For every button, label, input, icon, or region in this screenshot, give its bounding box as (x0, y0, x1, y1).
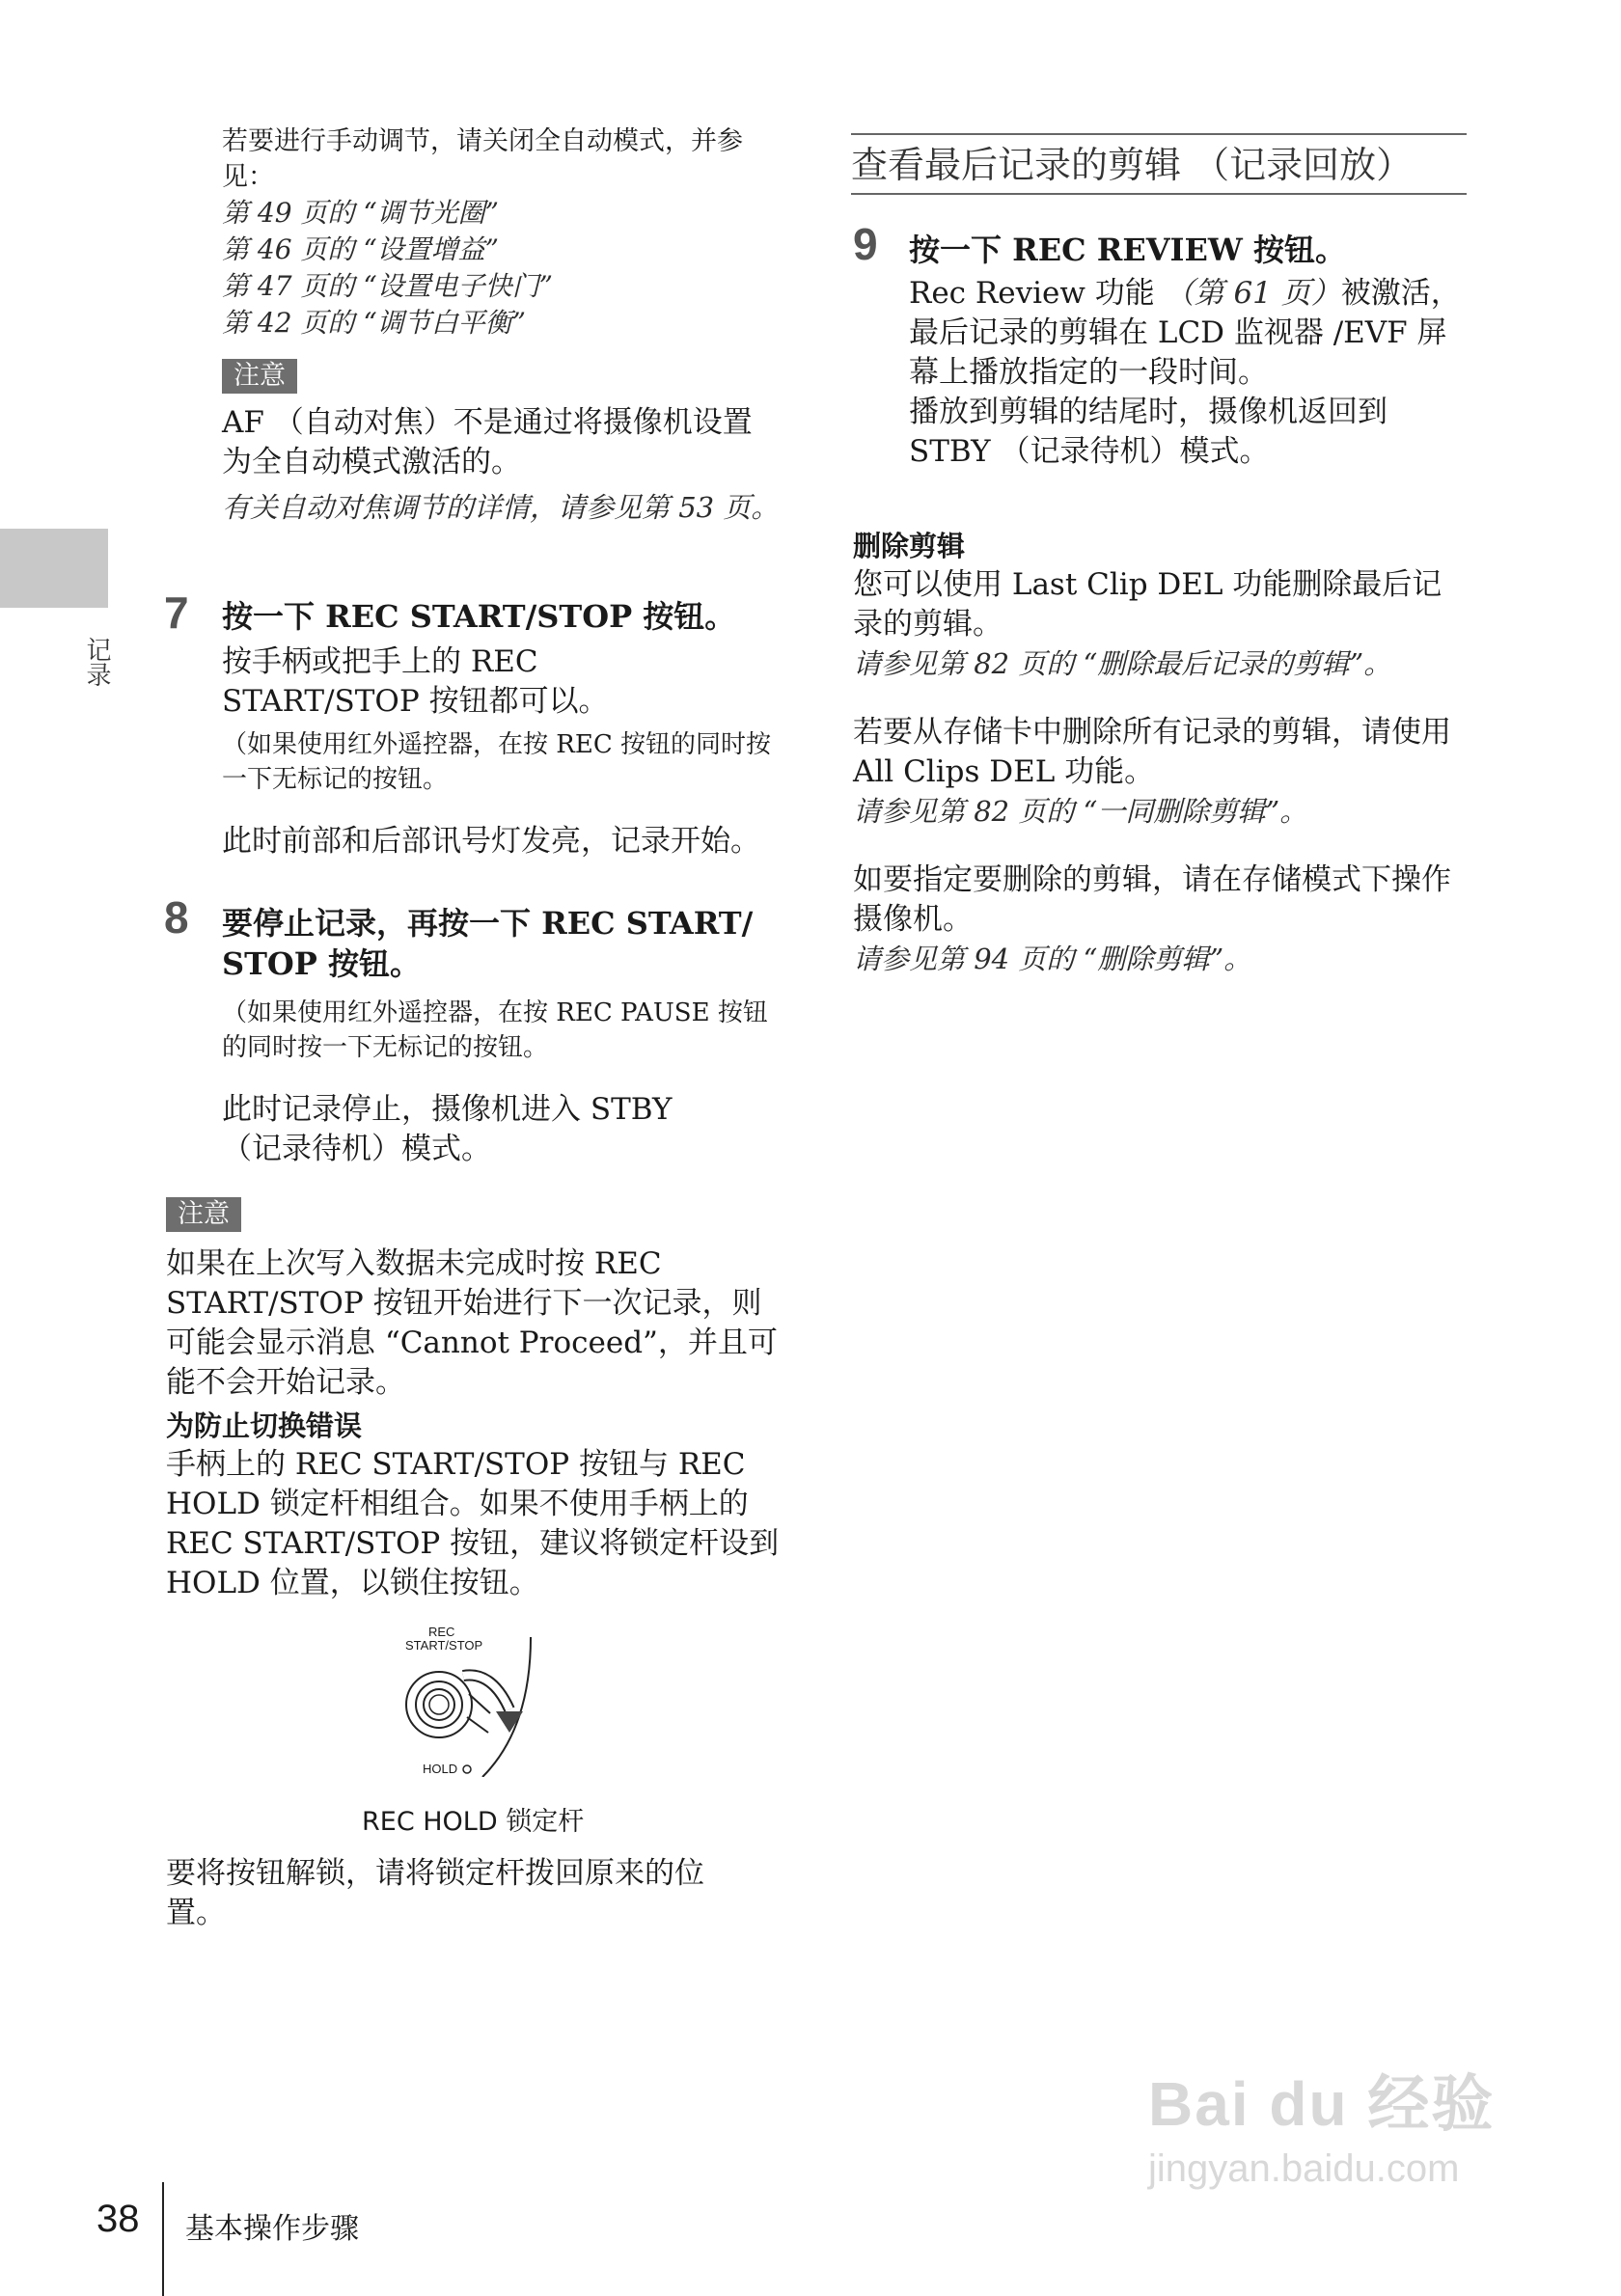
note-label: 注意 (166, 1197, 241, 1232)
note2-text: 如果在上次写入数据未完成时按 REC START/STOP 按钮开始进行下一次记录，则可能会显示消息 “Cannot Proceed”，并且可能不会开始记录。 (166, 1246, 778, 1400)
step-8-result: 此时记录停止，摄像机进入 STBY （记录待机）模式。 (222, 1092, 673, 1166)
intro-ref-1[interactable]: 第 49 页的 “调节光圈” (222, 197, 499, 229)
figure-caption: REC HOLD 锁定杆 (362, 1807, 585, 1837)
footer-divider (162, 2182, 164, 2296)
side-tab (0, 529, 108, 608)
note1-block (222, 403, 782, 528)
delete-heading: 删除剪辑 (853, 530, 966, 562)
page-number: 38 (96, 2198, 140, 2240)
intro-ref-2[interactable]: 第 46 页的 “设置增益” (222, 233, 499, 265)
delete-ref1[interactable]: 请参见第 82 页的 “删除最后记录的剪辑”。 (853, 647, 1392, 680)
step-7-result: 此时前部和后部讯号灯发亮，记录开始。 (222, 824, 760, 859)
note-label: 注意 (222, 359, 297, 394)
figure-label-rec: REC (428, 1625, 455, 1639)
prevent-text: 手柄上的 REC START/STOP 按钮与 REC HOLD 锁定杆相组合。如果不使用手柄上的 REC START/STOP 按钮，建议将锁定杆设到 HOLD 位置，以锁住按钮。 (166, 1447, 780, 1600)
step-9 (909, 230, 1469, 472)
step-9-text2: 播放到剪辑的结尾时，摄像机返回到 STBY （记录待机）模式。 (909, 395, 1387, 469)
intro-ref-3[interactable]: 第 47 页的 “设置电子快门” (222, 270, 553, 302)
unlock-block (166, 1854, 745, 1933)
rec-hold-illustration (386, 1632, 560, 1777)
step-7-text: 按手柄或把手上的 REC START/STOP 按钮都可以。 (222, 644, 609, 719)
prevent-heading: 为防止切换错误 (166, 1409, 363, 1442)
step-8-remote-note: （如果使用红外遥控器，在按 REC PAUSE 按钮的同时按一下无标记的按钮。 (222, 998, 768, 1062)
step-9-text (909, 274, 1469, 393)
prevent-block (166, 1407, 783, 1603)
step-7-heading: 按一下 REC START/STOP 按钮。 (222, 598, 736, 635)
unlock-text: 要将按钮解锁，请将锁定杆拨回原来的位置。 (166, 1856, 704, 1930)
delete-block (853, 527, 1470, 979)
watermark-url: jingyan.baidu.com (1148, 2147, 1460, 2190)
footer-section-title: 基本操作步骤 (185, 2212, 359, 2246)
intro-block (222, 123, 782, 342)
baidu-watermark (1148, 2055, 1495, 2191)
intro-ref-4[interactable]: 第 42 页的 “调节白平衡” (222, 307, 526, 339)
delete-p3: 如要指定要删除的剪辑，请在存储模式下操作摄像机。 (853, 862, 1451, 937)
intro-text: 若要进行手动调节，请关闭全自动模式，并参见： (222, 126, 743, 192)
section-title: 查看最后记录的剪辑 （记录回放） (851, 133, 1467, 195)
step-8 (222, 903, 801, 1169)
note1-text: AF （自动对焦）不是通过将摄像机设置为全自动模式激活的。 (222, 405, 753, 479)
side-tab-label: 记录 (82, 637, 111, 687)
step-9-heading: 按一下 REC REVIEW 按钮。 (909, 232, 1346, 268)
figure-label-startstop: START/STOP (405, 1638, 483, 1653)
step-9-number: 9 (853, 219, 878, 269)
step-7-remote-note: （如果使用红外遥控器，在按 REC 按钮的同时按一下无标记的按钮。 (222, 730, 771, 794)
step-9-text-pre: Rec Review 功能 (909, 276, 1165, 311)
watermark-brand: Bai du 经验 (1148, 2069, 1496, 2139)
step-9-page-ref[interactable]: （第 61 页） (1164, 276, 1341, 311)
step-8-heading-line2: STOP 按钮。 (222, 945, 422, 982)
step-8-heading-line1: 要停止记录，再按一下 REC START/ (222, 905, 754, 942)
delete-p1: 您可以使用 Last Clip DEL 功能删除最后记录的剪辑。 (853, 567, 1442, 642)
step-9-text-post: 被激活，最后记录的剪辑在 LCD 监视器 /EVF 屏幕上播放指定的一段时间。 (909, 276, 1461, 390)
step-8-number: 8 (164, 892, 189, 943)
figure-label-hold: HOLD (423, 1762, 458, 1776)
rec-hold-figure (386, 1625, 560, 1777)
note2-block (166, 1244, 783, 1403)
delete-ref3[interactable]: 请参见第 94 页的 “删除剪辑”。 (853, 943, 1252, 975)
step-7 (222, 596, 801, 861)
step-7-number: 7 (164, 588, 189, 638)
delete-p2: 若要从存储卡中删除所有记录的剪辑，请使用 All Clips DEL 功能。 (853, 715, 1451, 789)
delete-ref2[interactable]: 请参见第 82 页的 “一同删除剪辑”。 (853, 795, 1308, 828)
note1-ref[interactable]: 有关自动对焦调节的详情，请参见第 53 页。 (222, 491, 780, 524)
